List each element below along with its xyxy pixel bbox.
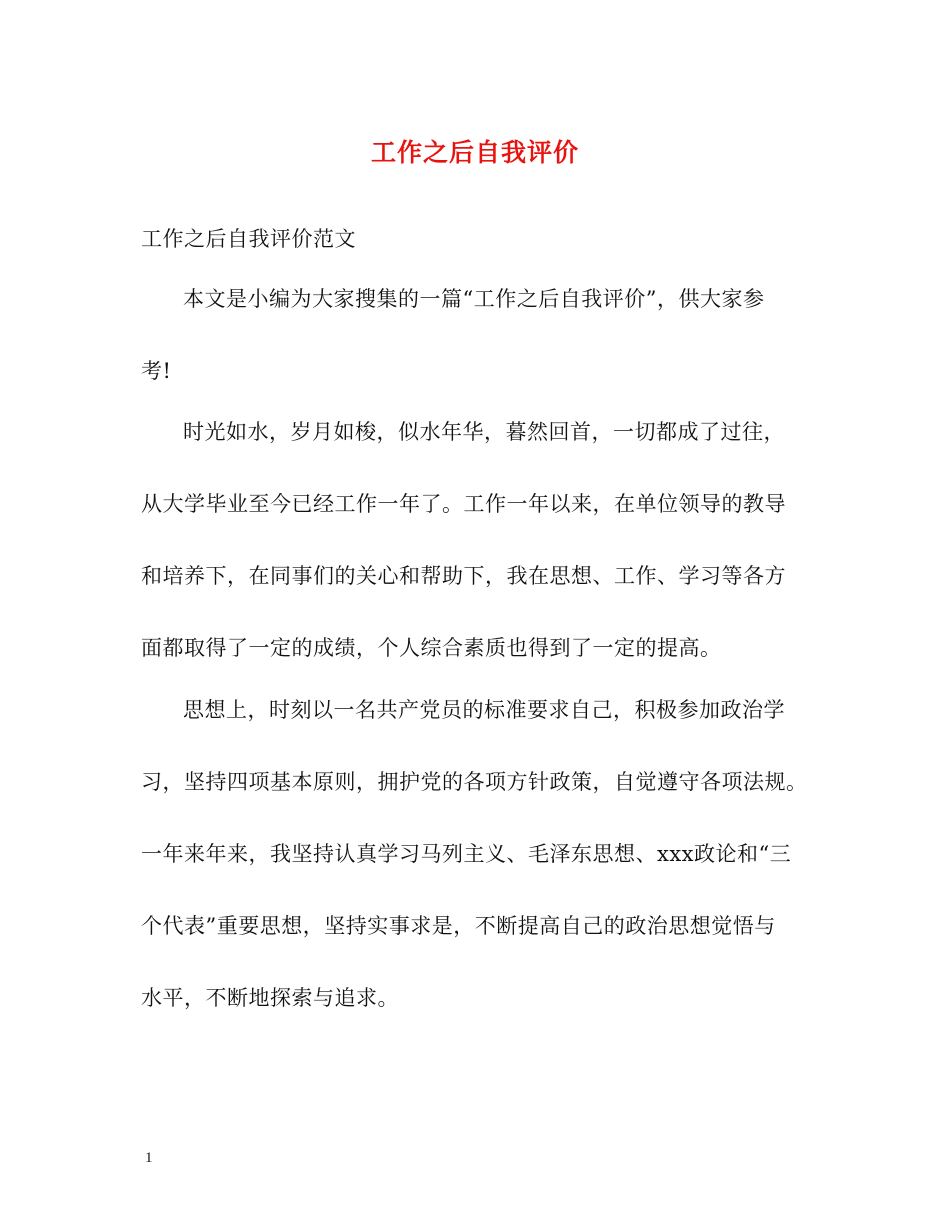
- paragraph-line: 本文是小编为大家搜集的一篇“工作之后自我评价”，供大家参: [183, 287, 765, 311]
- paragraph-line: 一年来年来，我坚持认真学习马列主义、毛泽东思想、xxx政论和“三: [141, 842, 792, 866]
- paragraph-line: 个代表”重要思想，坚持实事求是，不断提高自己的政治思想觉悟与: [141, 914, 776, 938]
- paragraph-line: 考!: [141, 359, 172, 383]
- page-number: 1: [145, 1150, 153, 1166]
- paragraph-line: 时光如水，岁月如梭，似水年华，暮然回首，一切都成了过往，: [183, 420, 785, 444]
- paragraph-line: 水平，不断地探索与追求。: [141, 986, 399, 1010]
- paragraph-line: 面都取得了一定的成绩，个人综合素质也得到了一定的提高。: [141, 636, 722, 660]
- paragraph-line: 从大学毕业至今已经工作一年了。工作一年以来，在单位领导的教导: [141, 492, 786, 516]
- document-subtitle: 工作之后自我评价范文: [141, 227, 356, 251]
- document-title: 工作之后自我评价: [370, 138, 579, 167]
- paragraph-line: 思想上，时刻以一名共产党员的标准要求自己，积极参加政治学: [183, 698, 785, 722]
- paragraph-line: 和培养下，在同事们的关心和帮助下，我在思想、工作、学习等各方: [141, 564, 786, 588]
- paragraph-line: 习，坚持四项基本原则，拥护党的各项方针政策，自觉遵守各项法规。: [141, 770, 808, 794]
